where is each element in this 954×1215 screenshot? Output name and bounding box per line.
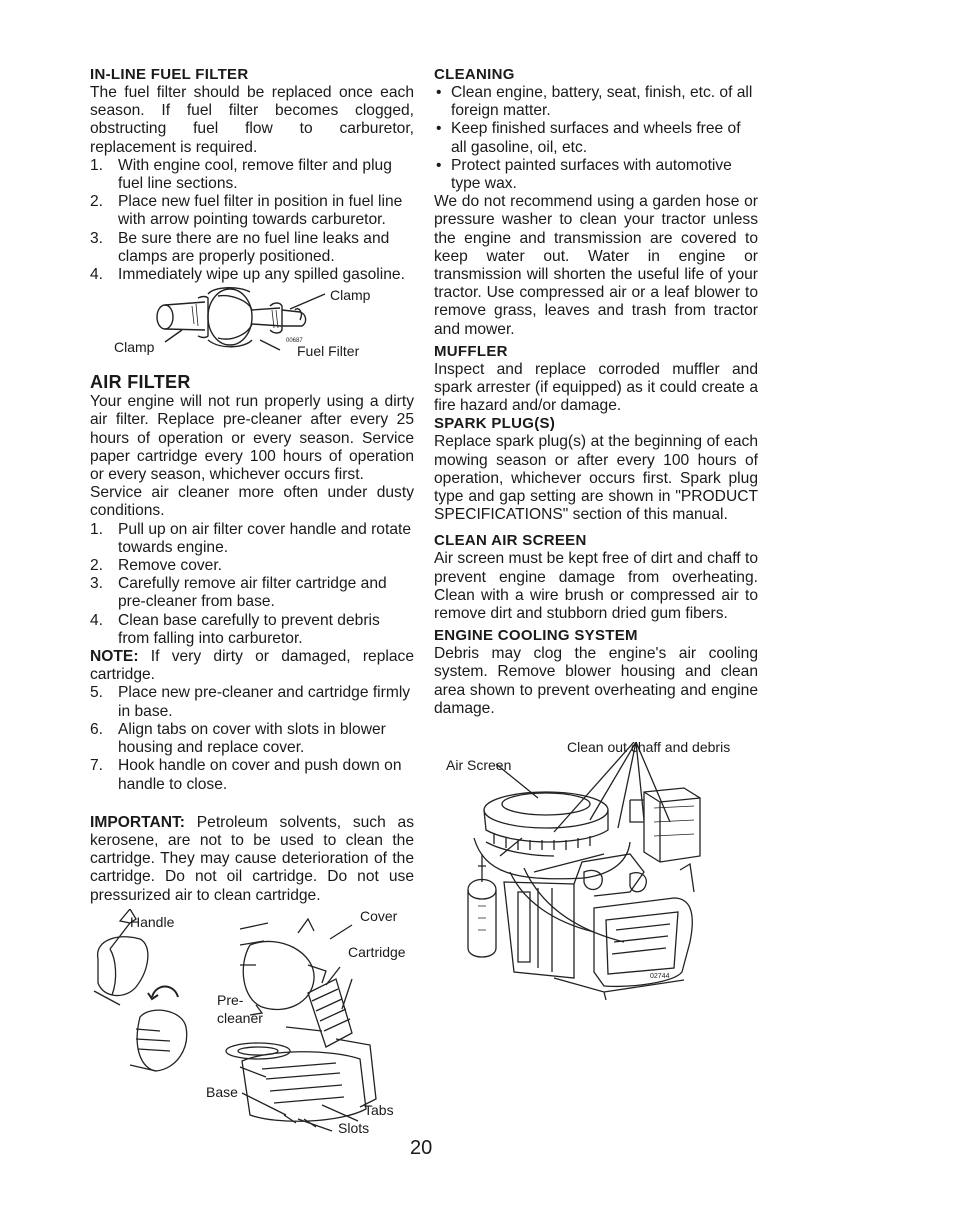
cleaning-bullets <box>434 84 758 193</box>
air-screen-label: Air Screen <box>446 757 512 774</box>
muffler-text: Inspect and replace corroded muffler and spark arrester (if equipped) as it could create a fire hazard and/or damage. <box>434 360 758 415</box>
fuel-filter-code: 00687 <box>286 338 303 345</box>
fuel-filter-steps <box>90 157 414 284</box>
list-item: 2. Remove cover. <box>90 557 223 575</box>
cleaning-heading: CLEANING <box>434 66 515 83</box>
left-column <box>90 66 414 1141</box>
clamp-label-right: Clamp <box>330 287 371 304</box>
list-item: 4. Immediately wipe up any spilled gasoline. <box>90 266 405 284</box>
spark-plug-heading: SPARK PLUG(S) <box>434 415 556 433</box>
list-item: 2. Place new fuel filter in position in fuel line with arrow pointing towards carburetor. <box>90 193 403 229</box>
air-filter-steps-a <box>90 521 414 648</box>
list-item: 1. With engine cool, remove filter and plug fuel line sections. <box>90 156 392 193</box>
cartridge-label: Cartridge <box>348 943 406 960</box>
engine-figure <box>434 739 758 1042</box>
air-filter-intro: Your engine will not run properly using a dirty air filter. Replace pre-cleaner after every 25 hours of operation or every season. Service paper cartridge every 100 hours of operation or every season, whichever occurs first. <box>90 393 414 484</box>
fuel-filter-heading: IN-LINE FUEL FILTER <box>90 66 249 83</box>
base-label: Base <box>206 1083 238 1100</box>
muffler-heading: MUFFLER <box>434 342 508 360</box>
list-item: 7. Hook handle on cover and push down on handle to close. <box>90 757 402 793</box>
engine-illustration <box>434 739 758 1042</box>
fuel-filter-label: Fuel Filter <box>297 343 360 360</box>
cooling-text: Debris may clog the engine's air cooling system. Remove blower housing and clean area shown to prevent overheating and engine damage. <box>434 645 758 717</box>
fuel-filter-figure <box>90 284 414 368</box>
clamp-label-left: Clamp <box>114 339 155 356</box>
list-item: • Clean engine, battery, seat, finish, etc. of all foreign matter. <box>436 84 753 120</box>
pre-cleaner-label-pre: Pre- <box>217 991 244 1008</box>
air-filter-intro-2: Service air cleaner more often under dusty conditions. <box>90 484 414 520</box>
air-filter-note: NOTE: If very dirty or damaged, replace cartridge. <box>90 648 414 684</box>
engine-code: 02744 <box>650 973 670 981</box>
list-item: 1. Pull up on air filter cover handle and rotate towards engine. <box>90 520 411 556</box>
spark-plug-text: Replace spark plug(s) at the beginning of each mowing season or after every 100 hours of operation, whichever occurs first. Spark plug type and gap setting are shown in "PRODUCT SPECIFICATIONS" section of this manual. <box>434 433 758 524</box>
air-screen-heading: CLEAN AIR SCREEN <box>434 532 587 550</box>
slots-label: Slots <box>338 1119 370 1136</box>
list-item: • Protect painted surfaces with automotive type wax. <box>436 156 732 193</box>
list-item: 3. Carefully remove air filter cartridge and pre-cleaner from base. <box>90 575 387 611</box>
list-item: • Keep finished surfaces and wheels free of all gasoline, oil, etc. <box>436 120 741 156</box>
handle-label: Handle <box>130 913 175 930</box>
air-filter-important: IMPORTANT: Petroleum solvents, such as kerosene, are not to be used to clean the cartridge. They may cause deterioration of the cartridge. Do not oil cartridge. Do not use pressurized air to clean cartridge. <box>90 813 414 904</box>
cooling-heading: ENGINE COOLING SYSTEM <box>434 627 638 645</box>
chaff-debris-label: Clean out chaff and debris <box>567 739 731 756</box>
air-screen-text: Air screen must be kept free of dirt and chaff to prevent engine damage from overheating. Clean with a wire brush or compressed air to remove dirt and stubborn dried gum fibers. <box>434 550 758 623</box>
tabs-label: Tabs <box>364 1101 394 1118</box>
air-filter-figure <box>90 909 414 1141</box>
list-item: 4. Clean base carefully to prevent debris from falling into carburetor. <box>90 611 380 647</box>
cleaning-text: We do not recommend using a garden hose or pressure washer to clean your tractor unless the engine and transmission are covered to keep water out. Water in engine or transmission will shorten the useful life of your tractor. Use compressed air or a leaf blower to remove grass, leaves and trash from tractor and mower. <box>434 193 758 338</box>
page-number: 20 <box>410 1137 433 1159</box>
air-filter-heading: AIR FILTER <box>90 372 191 393</box>
right-column <box>434 66 758 1042</box>
pre-cleaner-label-cleaner: cleaner <box>217 1009 263 1026</box>
list-item: 5. Place new pre-cleaner and cartridge firmly in base. <box>90 684 411 720</box>
air-filter-steps-b <box>90 684 414 793</box>
list-item: 6. Align tabs on cover with slots in blower housing and replace cover. <box>90 720 386 757</box>
list-item: 3. Be sure there are no fuel line leaks and clamps are properly positioned. <box>90 229 390 265</box>
cover-label: Cover <box>360 907 398 924</box>
fuel-filter-intro: The fuel filter should be replaced once each season. If fuel filter becomes clogged, obstructing fuel flow to carburetor, replacement is required. <box>90 84 414 156</box>
